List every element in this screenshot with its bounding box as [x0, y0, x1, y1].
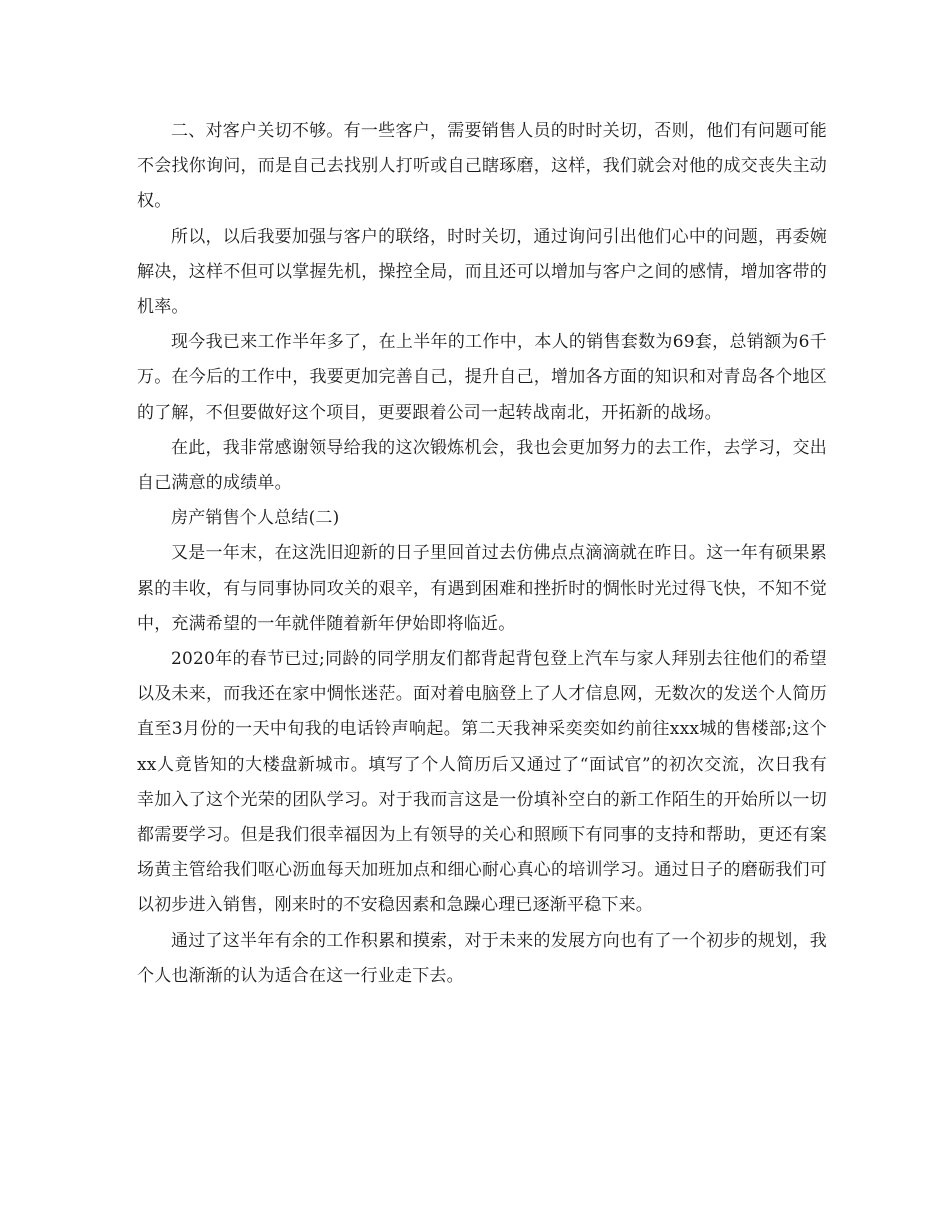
document-body	[137, 114, 827, 994]
paragraph: 现今我已来工作半年多了，在上半年的工作中，本人的销售套数为69套，总销额为6千万。在今后的工作中，我要更加完善自己，提升自己，增加各方面的知识和对青岛各个地区的了解，不但要做好这个项目，更要跟着公司一起转战南北，开拓新的战场。	[137, 332, 827, 423]
paragraph: 2020年的春节已过;同龄的同学朋友们都背起背包登上汽车与家人拜别去往他们的希望以及未来，而我还在家中惆怅迷茫。面对着电脑登上了人才信息网，无数次的发送个人简历直至3月份的一天中旬我的电话铃声响起。第二天我神采奕奕如约前往xxx城的售楼部;这个xx人竟皆知的大楼盘新城市。填写了个人简历后又通过了“面试官”的初次交流，次日我有幸加入了这个光荣的团队学习。对于我而言这是一份填补空白的新工作陌生的开始所以一切都需要学习。但是我们很幸福因为上有领导的关心和照顾下有同事的支持和帮助，更还有案场黄主管给我们呕心沥血每天加班加点和细心耐心真心的培训学习。通过日子的磨砺我们可以初步进入销售，刚来时的不安稳因素和急躁心理已逐渐平稳下来。	[137, 649, 827, 916]
section-heading: 房产销售个人总结(二)	[171, 508, 340, 529]
paragraph: 所以，以后我要加强与客户的联络，时时关切，通过询问引出他们心中的问题，再委婉解决，这样不但可以掌握先机，操控全局，而且还可以增加与客户之间的感情，增加客带的机率。	[137, 226, 827, 318]
paragraph: 通过了这半年有余的工作积累和摸索，对于未来的发展方向也有了一个初步的规划，我个人也渐渐的认为适合在这一行业走下去。	[137, 930, 827, 986]
paragraph: 二、对客户关切不够。有一些客户，需要销售人员的时时关切，否则，他们有问题可能不会找你询问，而是自己去找别人打听或自己瞎琢磨，这样，我们就会对他的成交丧失主动权。	[137, 121, 827, 212]
paragraph: 在此，我非常感谢领导给我的这次锻炼机会，我也会更加努力的去工作，去学习，交出自己满意的成绩单。	[137, 437, 827, 494]
paragraph: 又是一年末，在这洗旧迎新的日子里回首过去仿佛点点滴滴就在昨日。这一年有硕果累累的丰收，有与同事协同攻关的艰辛，有遇到困难和挫折时的惆怅时光过得飞快，不知不觉中，充满希望的一年就伴随着新年伊始即将临近。	[137, 543, 827, 634]
